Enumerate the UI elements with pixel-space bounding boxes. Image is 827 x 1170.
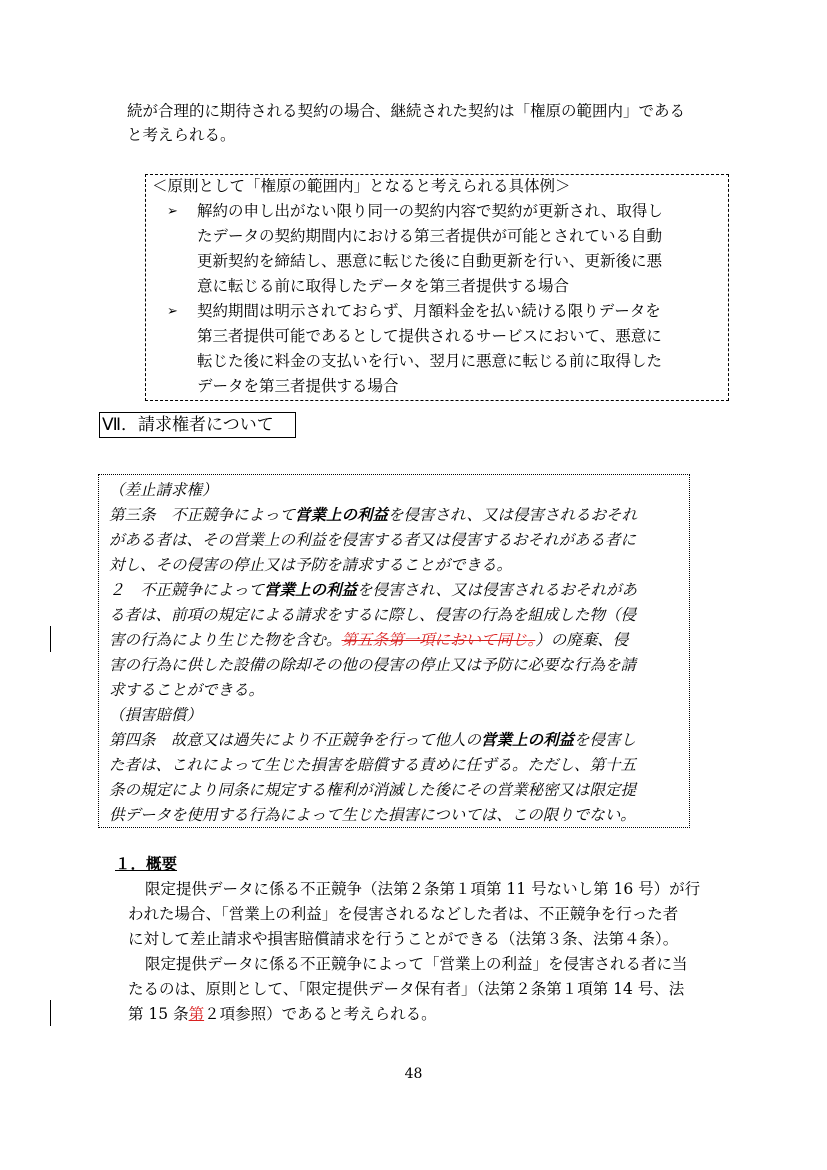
example-item-2-line-1: 契約期間は明示されておらず、月額料金を払い続ける限りデータを: [197, 302, 661, 320]
change-bar: [50, 626, 51, 652]
section-heading: Ⅶ．請求権者について: [99, 412, 296, 438]
law-article-3-line-3: 対し、その侵害の停止又は予防を請求することができる。: [109, 556, 513, 574]
change-bar: [50, 1000, 51, 1026]
law-emphasis: 営業上の利益: [264, 580, 358, 599]
overview-p1-line-3: に対して差止請求や損害賠償請求を行うことができる（法第３条、法第４条）。: [128, 930, 679, 948]
intro-line-1: 続が合理的に期待される契約の場合、継続された契約は「権原の範囲内」である: [127, 102, 686, 120]
law-text: を侵害され、又は侵害されるおそれ: [388, 506, 637, 524]
law-article-3-2-line-2: る者は、前項の規定による請求をするに際し、侵害の行為を組成した物（侵: [109, 606, 637, 624]
arrow-bullet-icon: ➢: [167, 304, 178, 319]
example-item-1-line-4: 意に転じる前に取得したデータを第三者提供する場合: [197, 277, 570, 295]
law-heading-damages: （損害賠償）: [109, 706, 203, 724]
arrow-bullet-icon: ➢: [167, 204, 178, 219]
example-item-2-line-2: 第三者提供可能であるとして提供されるサービスにおいて、悪意に: [197, 327, 662, 345]
example-item-2-line-3: 転じた後に料金の支払いを行い、翌月に悪意に転じる前に取得した: [197, 352, 663, 370]
law-text: を侵害し: [574, 731, 637, 749]
law-heading-injunction: （差止請求権）: [109, 481, 218, 499]
intro-line-2: と考えられる。: [127, 126, 236, 144]
law-emphasis: 営業上の利益: [295, 505, 389, 524]
overview-text: 第 15 条: [128, 1005, 189, 1023]
law-article-3-2-line-5: 求することができる。: [109, 681, 265, 699]
law-text: 第三条 不正競争によって: [109, 506, 296, 524]
overview-p1-line-1: 限定提供データに係る不正競争（法第２条第１項第 11 号ないし第 16 号）が行: [145, 880, 701, 898]
overview-text: ２項参照）であると考えられる。: [204, 1005, 437, 1023]
law-text: ２ 不正競争によって: [109, 581, 265, 599]
deleted-text: 第五条第一項において同じ。: [341, 631, 536, 649]
example-item-1-line-1: 解約の申し出がない限り同一の契約内容で契約が更新され、取得し: [197, 202, 663, 220]
law-article-3-line-2: がある者は、その営業上の利益を侵害する者又は侵害するおそれがある者に: [109, 531, 637, 549]
law-text: 第四条 故意又は過失により不正競争を行って他人の: [109, 731, 482, 749]
law-article-4-line-3: 条の規定により同条に規定する権利が消滅した後にその営業秘密又は限定提: [109, 781, 637, 799]
law-text: ）の廃棄、侵: [535, 631, 629, 649]
law-text: 害の行為により生じた物を含む。: [109, 631, 342, 649]
example-item-1-line-2: たデータの契約期間内における第三者提供が可能とされている自動: [197, 227, 663, 245]
law-text: を侵害され、又は侵害されるおそれがあ: [357, 581, 637, 599]
law-article-3-2-line-3: [109, 628, 628, 652]
inserted-text: 第: [188, 1005, 205, 1023]
example-item-1-line-3: 更新契約を締結し、悪意に転じた後に自動更新を行い、更新後に悪: [197, 252, 663, 270]
law-article-3-line-1: [109, 503, 637, 527]
overview-p2-line-2: たるのは、原則として、「限定提供データ保有者」（法第２条第１項第 14 号、法: [128, 980, 685, 998]
overview-p2-line-1: 限定提供データに係る不正競争によって「営業上の利益」を侵害される者に当: [145, 955, 688, 973]
overview-heading: １．概要: [115, 854, 178, 873]
overview-p1-line-2: われた場合、「営業上の利益」を侵害されるなどした者は、不正競争を行った者: [128, 905, 679, 923]
example-box-title: ＜原則として「権原の範囲内」となると考えられる具体例＞: [152, 177, 571, 195]
page-number: 48: [404, 1066, 423, 1082]
example-item-2-line-4: データを第三者提供する場合: [197, 377, 399, 395]
law-article-3-2-line-4: 害の行為に供した設備の除却その他の侵害の停止又は予防に必要な行為を請: [109, 656, 637, 674]
law-article-4-line-2: た者は、これによって生じた損害を賠償する責めに任ずる。ただし、第十五: [109, 756, 637, 774]
overview-p2-line-3: [128, 1002, 437, 1026]
law-article-4-line-4: 供データを使用する行為によって生じた損害については、この限りでない。: [109, 806, 636, 824]
law-article-4-line-1: [109, 728, 636, 752]
law-emphasis: 営業上の利益: [481, 730, 575, 749]
law-article-3-2-line-1: [109, 578, 637, 602]
